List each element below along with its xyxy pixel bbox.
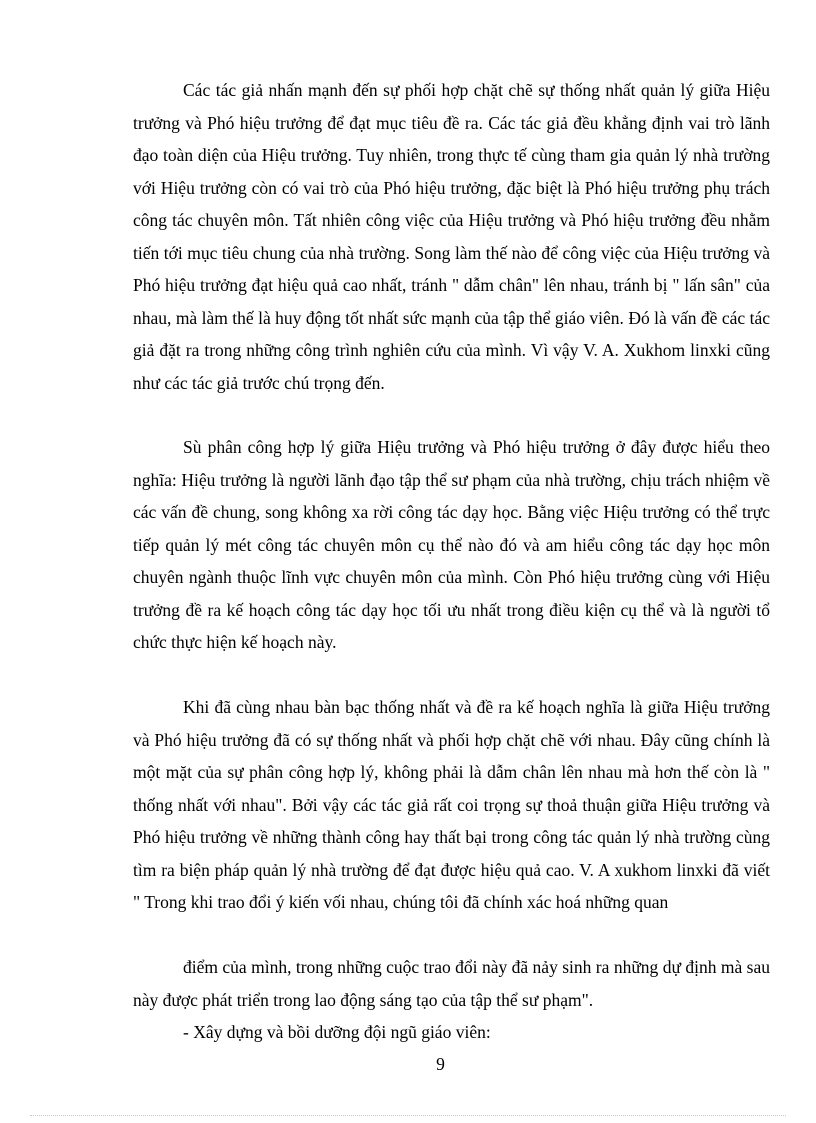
paragraph-quote-continuation: điểm của mình, trong những cuộc trao đổi này đã nảy sinh ra những dự định mà sau này được phát triển trong lao động sáng tạo của tập thể sư phạm".	[133, 957, 770, 1010]
section-heading-teacher-development: - Xây dựng và bồi dưỡng đội ngũ giáo viên:	[183, 1022, 491, 1042]
page-bottom-divider	[30, 1115, 786, 1116]
page-number: 9	[436, 1054, 445, 1074]
paragraph-agreement: Khi đã cùng nhau bàn bạc thống nhất và đề ra kế hoạch nghĩa là giữa Hiệu trưởng và Phó hiệu trưởng đã có sự thống nhất và phối hợp chặt chẽ với nhau. Đây cũng chính là một mặt của sự phân công hợp lý, không phải là dẫm chân lên nhau mà hơn thế còn là " thống nhất với nhau". Bởi vậy các tác giả rất coi trọng sự thoả thuận giữa Hiệu trưởng và Phó hiệu trưởng về những thành công hay thất bại trong công tác quản lý nhà trường cùng tìm ra biện pháp quản lý nhà trường để đạt được hiệu quả cao. V. A xukhom linxki đã viết " Trong khi trao đổi ý kiến vối nhau, chúng tôi đã chính xác hoá những quan	[133, 697, 770, 912]
paragraph-coordination: Các tác giả nhấn mạnh đến sự phối hợp chặt chẽ sự thống nhất quản lý giữa Hiệu trưởng và Phó hiệu trưởng để đạt mục tiêu đề ra. Các tác giả đều khẳng định vai trò lãnh đạo toàn diện của Hiệu trưởng. Tuy nhiên, trong thực tế cùng tham gia quản lý nhà trường với Hiệu trưởng còn có vai trò của Phó hiệu trưởng, đặc biệt là Phó hiệu trưởng phụ trách công tác chuyên môn. Tất nhiên công việc của Hiệu trưởng và Phó hiệu trưởng đều nhằm tiến tới mục tiêu chung của nhà trường. Song làm thế nào để công việc của Hiệu trưởng và Phó hiệu trưởng đạt hiệu quả cao nhất, tránh " dẫm chân" lên nhau, tránh bị " lấn sân" của nhau, mà làm thế là huy động tốt nhất sức mạnh của tập thể giáo viên. Đó là vấn đề các tác giả đặt ra trong những công trình nghiên cứu của mình. Vì vậy V. A. Xukhom linxki cũng như các tác giả trước chú trọng đến.	[133, 80, 770, 393]
paragraph-division-of-work: Sù phân công hợp lý giữa Hiệu trưởng và Phó hiệu trưởng ở đây được hiểu theo nghĩa: Hiệu trưởng là người lãnh đạo tập thể sư phạm của nhà trường, chịu trách nhiệm về các vấn đề chung, song không xa rời công tác dạy học. Bằng việc Hiệu trưởng có thể trực tiếp quản lý mét công tác chuyên môn cụ thể nào đó và am hiểu công tác dạy học môn chuyên ngành thuộc lĩnh vực chuyên môn của mình. Còn Phó hiệu trưởng cùng với Hiệu trưởng đề ra kế hoạch công tác dạy học tối ưu nhất trong điều kiện cụ thể và là người tổ chức thực hiện kế hoạch này.	[133, 437, 770, 652]
